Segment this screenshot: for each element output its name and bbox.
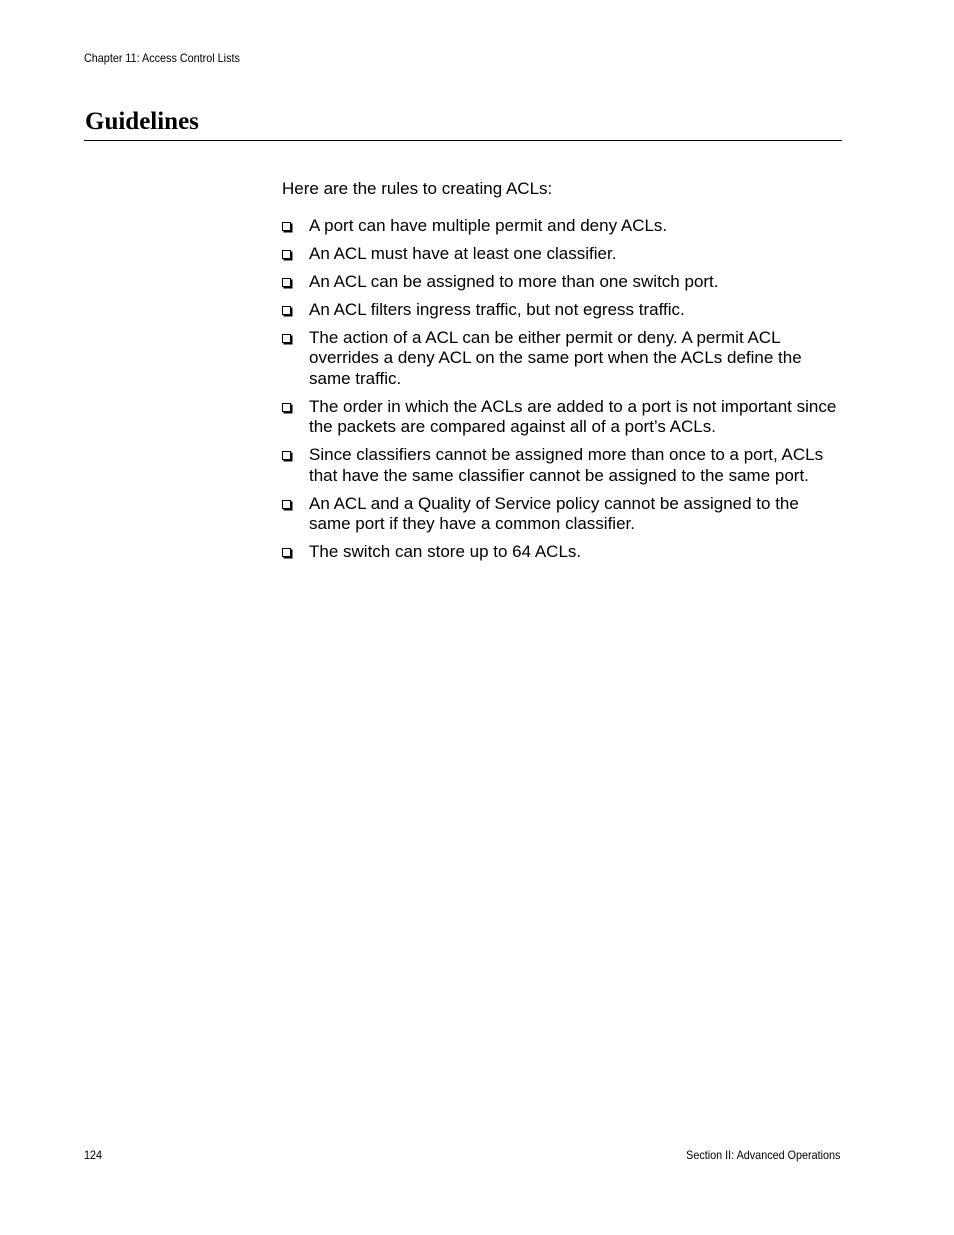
rule-text: An ACL filters ingress traffic, but not egress traffic. <box>309 299 685 319</box>
rule-text: An ACL must have at least one classifier. <box>309 243 617 263</box>
checkbox-bullet-icon <box>282 250 291 259</box>
checkbox-bullet-icon <box>282 403 291 412</box>
checkbox-bullet-icon <box>282 334 291 343</box>
list-item <box>282 397 842 438</box>
intro-paragraph: Here are the rules to creating ACLs: <box>282 179 553 198</box>
checkbox-bullet-icon <box>282 278 291 287</box>
list-item <box>282 542 842 563</box>
list-item <box>282 328 842 390</box>
list-item <box>282 244 842 265</box>
section-body <box>282 179 842 570</box>
title-underline-divider <box>84 140 842 141</box>
list-item <box>282 494 842 535</box>
rule-text: An ACL and a Quality of Service policy cannot be assigned to the same port if they have a common classifier. <box>309 493 799 533</box>
list-item <box>282 272 842 293</box>
checkbox-bullet-icon <box>282 451 291 460</box>
list-item <box>282 445 842 486</box>
checkbox-bullet-icon <box>282 306 291 315</box>
running-footer-section: Section II: Advanced Operations <box>685 1148 840 1162</box>
checkbox-bullet-icon <box>282 548 291 557</box>
list-item <box>282 216 842 237</box>
running-header-chapter: Chapter 11: Access Control Lists <box>84 51 240 65</box>
page-number: 124 <box>84 1148 103 1162</box>
rule-text: The order in which the ACLs are added to a port is not important since the packets are compared against all of a port’s ACLs. <box>309 396 837 436</box>
checkbox-bullet-icon <box>282 500 291 509</box>
section-title: Guidelines <box>85 108 199 135</box>
list-item <box>282 300 842 321</box>
checkbox-bullet-icon <box>282 222 291 231</box>
rule-text: A port can have multiple permit and deny ACLs. <box>309 215 668 235</box>
rule-text: The switch can store up to 64 ACLs. <box>309 542 582 561</box>
rules-list <box>282 216 842 563</box>
rule-text: The action of a ACL can be either permit or deny. A permit ACL overrides a deny ACL on the same port when the ACLs define the same traffic. <box>309 327 802 388</box>
rule-text: Since classifiers cannot be assigned more than once to a port, ACLs that have the same classifier cannot be assigned to the same port. <box>309 445 824 485</box>
rule-text: An ACL can be assigned to more than one switch port. <box>309 271 719 291</box>
